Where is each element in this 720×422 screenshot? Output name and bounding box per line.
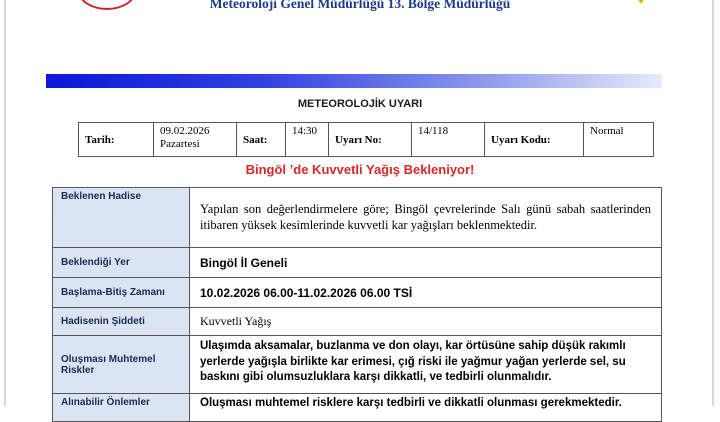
warning-code-value: Normal [584, 123, 654, 157]
row-value: Ulaşımda aksamalar, buzlanma ve don olayı, kar örtüsüne sahip düşük rakımlı yerlerde yağışla birlikte kar erimesi, çığ riski ile yağmur yağan yerlerde sel, su baskını gibi olumsuzluklara karşı dikkatli, ve tedbirli olunmalıdır. [190, 336, 662, 394]
page-border-left [4, 0, 6, 406]
date-value: 09.02.2026 [160, 125, 210, 137]
row-value [190, 188, 662, 248]
table-row [53, 248, 662, 278]
date-label: Tarih: [79, 123, 154, 157]
date-cell [154, 123, 237, 157]
document-title: METEOROLOJİK UYARI [297, 98, 423, 110]
header-title: Meteoroloji Genel Müdürlüğü 13. Bölge Müdürlüğü [209, 0, 511, 11]
row-value: 10.02.2026 06.00-11.02.2026 06.00 TSİ [190, 278, 662, 308]
row-value: Bingöl İl Geneli [190, 248, 662, 278]
blue-banner [46, 74, 662, 88]
day-value: Pazartesi [160, 137, 200, 150]
table-row [53, 308, 662, 336]
row-label: Oluşması Muhtemel Riskler [53, 336, 190, 394]
warning-code-label: Uyarı Kodu: [485, 123, 584, 157]
table-row [53, 336, 662, 394]
row-label: Beklendiği Yer [53, 248, 190, 278]
table-row [53, 278, 662, 308]
row-label: Alınabilir Önlemler [53, 394, 190, 422]
info-table [78, 122, 654, 157]
row-label: Başlama-Bitiş Zamanı [53, 278, 190, 308]
row-label: Beklenen Hadise [53, 188, 190, 248]
time-value: 14:30 [286, 123, 329, 157]
expected-event-text: Yapılan son değerlendirmelere göre; Bingöl çevrelerinde Salı günü sabah saatlerinden itibaren yüksek kesimlerinde kuvvetli kar yağışları beklenmektedir. [200, 202, 651, 232]
time-label: Saat: [237, 123, 286, 157]
table-row [53, 188, 662, 248]
warning-no-label: Uyarı No: [329, 123, 412, 157]
row-value: Kuvvetli Yağış [190, 308, 662, 336]
warning-no-value: 14/118 [412, 123, 485, 157]
warning-headline: Bingöl ’de Kuvvetli Yağış Bekleniyor! [245, 162, 475, 177]
row-value: Oluşması muhtemel risklere karşı tedbirli ve dikkatli olunması gerekmektedir. [190, 394, 662, 422]
row-label: Hadisenin Şiddeti [53, 308, 190, 336]
warning-details-table [52, 187, 662, 422]
page-border-right [712, 0, 714, 406]
table-row [53, 394, 662, 422]
